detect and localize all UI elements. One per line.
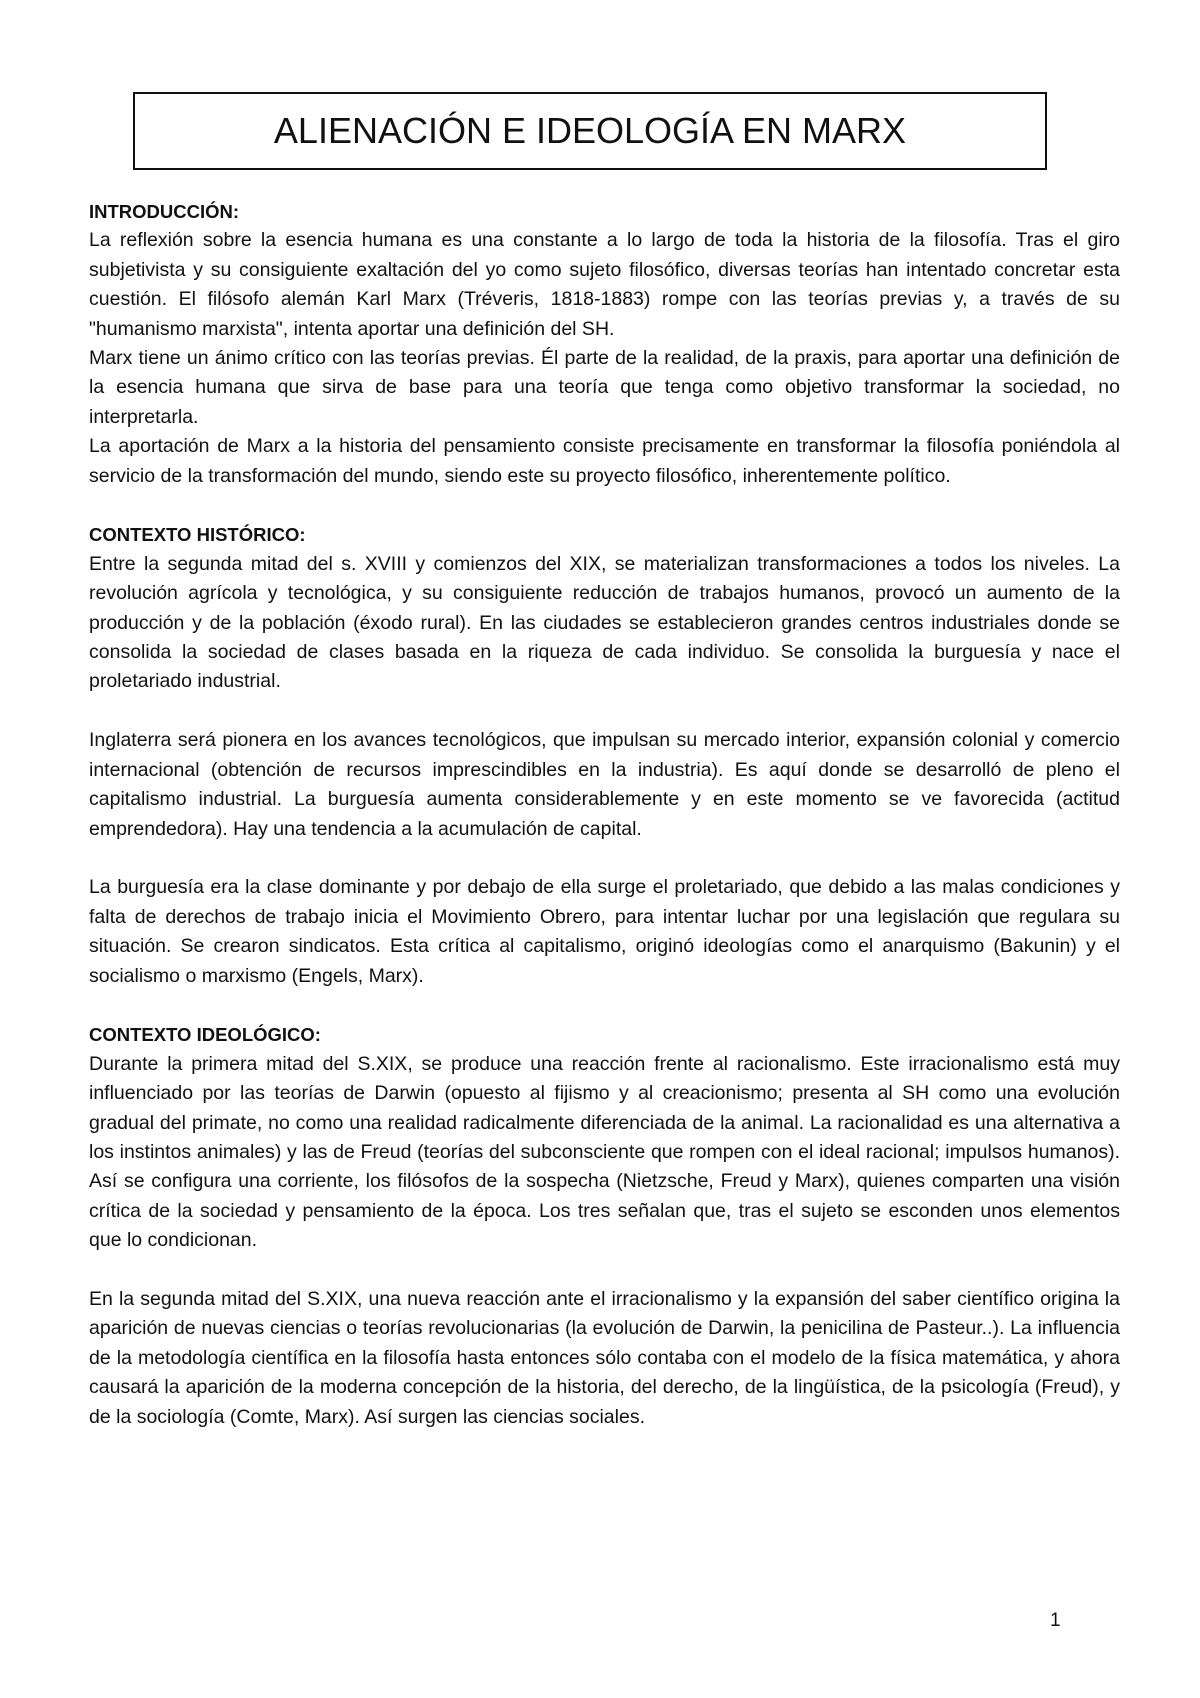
paragraph-gap — [89, 1256, 1120, 1285]
paragraph-gap — [89, 991, 1120, 1020]
title-box — [133, 92, 1047, 170]
paragraph: En la segunda mitad del S.XIX, una nueva reacción ante el irracionalismo y la expansión del saber científico origina la aparición de nuevas ciencias o teorías revolucionarias (la evolución de Darwin, la penicilina de Pasteur..). La influencia de la metodología científica en la filosofía hasta entonces sólo contaba con el modelo de la física matemática, y ahora causará la aparición de la moderna concepción de la historia, del derecho, de la lingüística, de la psicología (Freud), y de la sociología (Comte, Marx). Así surgen las ciencias sociales. — [89, 1287, 1120, 1428]
paragraph-gap — [89, 491, 1120, 520]
paragraph: Inglaterra será pionera en los avances tecnológicos, que impulsan su mercado interior, expansión colonial y comercio internacional (obtención de recursos imprescindibles en la industria). Es aquí donde se desarrolló de pleno el capitalismo industrial. La burguesía aumenta considerablemente y en este momento se ve favorecida (actitud emprendedora). Hay una tendencia a la acumulación de capital. — [89, 729, 1120, 840]
section-introduccion — [89, 197, 1120, 491]
document-body — [89, 197, 1120, 1432]
section-contexto-ideologico — [89, 1020, 1120, 1432]
section-heading: CONTEXTO IDEOLÓGICO: — [89, 1024, 321, 1046]
paragraph: Marx tiene un ánimo crítico con las teorías previas. Él parte de la realidad, de la praxis, para aportar una definición de la esencia humana que sirva de base para una teoría que tenga como objetivo transformar la sociedad, no interpretarla. — [89, 347, 1120, 428]
paragraph: Durante la primera mitad del S.XIX, se produce una reacción frente al racionalismo. Este irracionalismo está muy influenciado por las teorías de Darwin (opuesto al fijismo y al creacionismo; presenta al SH como una evolución gradual del primate, no como una realidad radicalmente diferenciada de la animal. La racionalidad es una alternativa a los instintos animales) y las de Freud (teorías del subconsciente que rompen con el ideal racional; impulsos humanos). Así se configura una corriente, los filósofos de la sospecha (Nietzsche, Freud y Marx), quienes comparten una visión crítica de la sociedad y pensamiento de la época. Los tres señalan que, tras el sujeto se esconden unos elementos que lo condicionan. — [89, 1052, 1120, 1252]
paragraph-gap — [89, 844, 1120, 873]
page-number: 1 — [1050, 1610, 1061, 1631]
section-heading: INTRODUCCIÓN: — [89, 201, 240, 222]
paragraph-gap — [89, 697, 1120, 726]
paragraph: Entre la segunda mitad del s. XVIII y comienzos del XIX, se materializan transformaciones a todos los niveles. La revolución agrícola y tecnológica, y su consiguiente reducción de trabajos humanos, provocó un aumento de la producción y de la población (éxodo rural). En las ciudades se establecieron grandes centros industriales donde se consolida la sociedad de clases basada en la riqueza de cada individuo. Se consolida la burguesía y nace el proletariado industrial. — [89, 552, 1120, 693]
paragraph: La burguesía era la clase dominante y por debajo de ella surge el proletariado, que debido a las malas condiciones y falta de derechos de trabajo inicia el Movimiento Obrero, para intentar luchar por una legislación que regulara su situación. Se crearon sindicatos. Esta crítica al capitalismo, originó ideologías como el anarquismo (Bakunin) y el socialismo o marxismo (Engels, Marx). — [89, 876, 1120, 987]
paragraph: La aportación de Marx a la historia del pensamiento consiste precisamente en transformar la filosofía poniéndola al servicio de la transformación del mundo, siendo este su proyecto filosófico, inherentemente político. — [89, 435, 1120, 487]
section-contexto-historico — [89, 520, 1120, 990]
section-heading: CONTEXTO HISTÓRICO: — [89, 524, 306, 546]
document-title: ALIENACIÓN E IDEOLOGÍA EN MARX — [273, 110, 907, 151]
paragraph: La reflexión sobre la esencia humana es una constante a lo largo de toda la historia de la filosofía. Tras el giro subjetivista y su consiguiente exaltación del yo como sujeto filosófico, diversas teorías han intentado concretar esta cuestión. El filósofo alemán Karl Marx (Tréveris, 1818-1883) rompe con las teorías previas y, a través de su "humanismo marxista", intenta aportar una definición del SH. — [89, 229, 1120, 340]
